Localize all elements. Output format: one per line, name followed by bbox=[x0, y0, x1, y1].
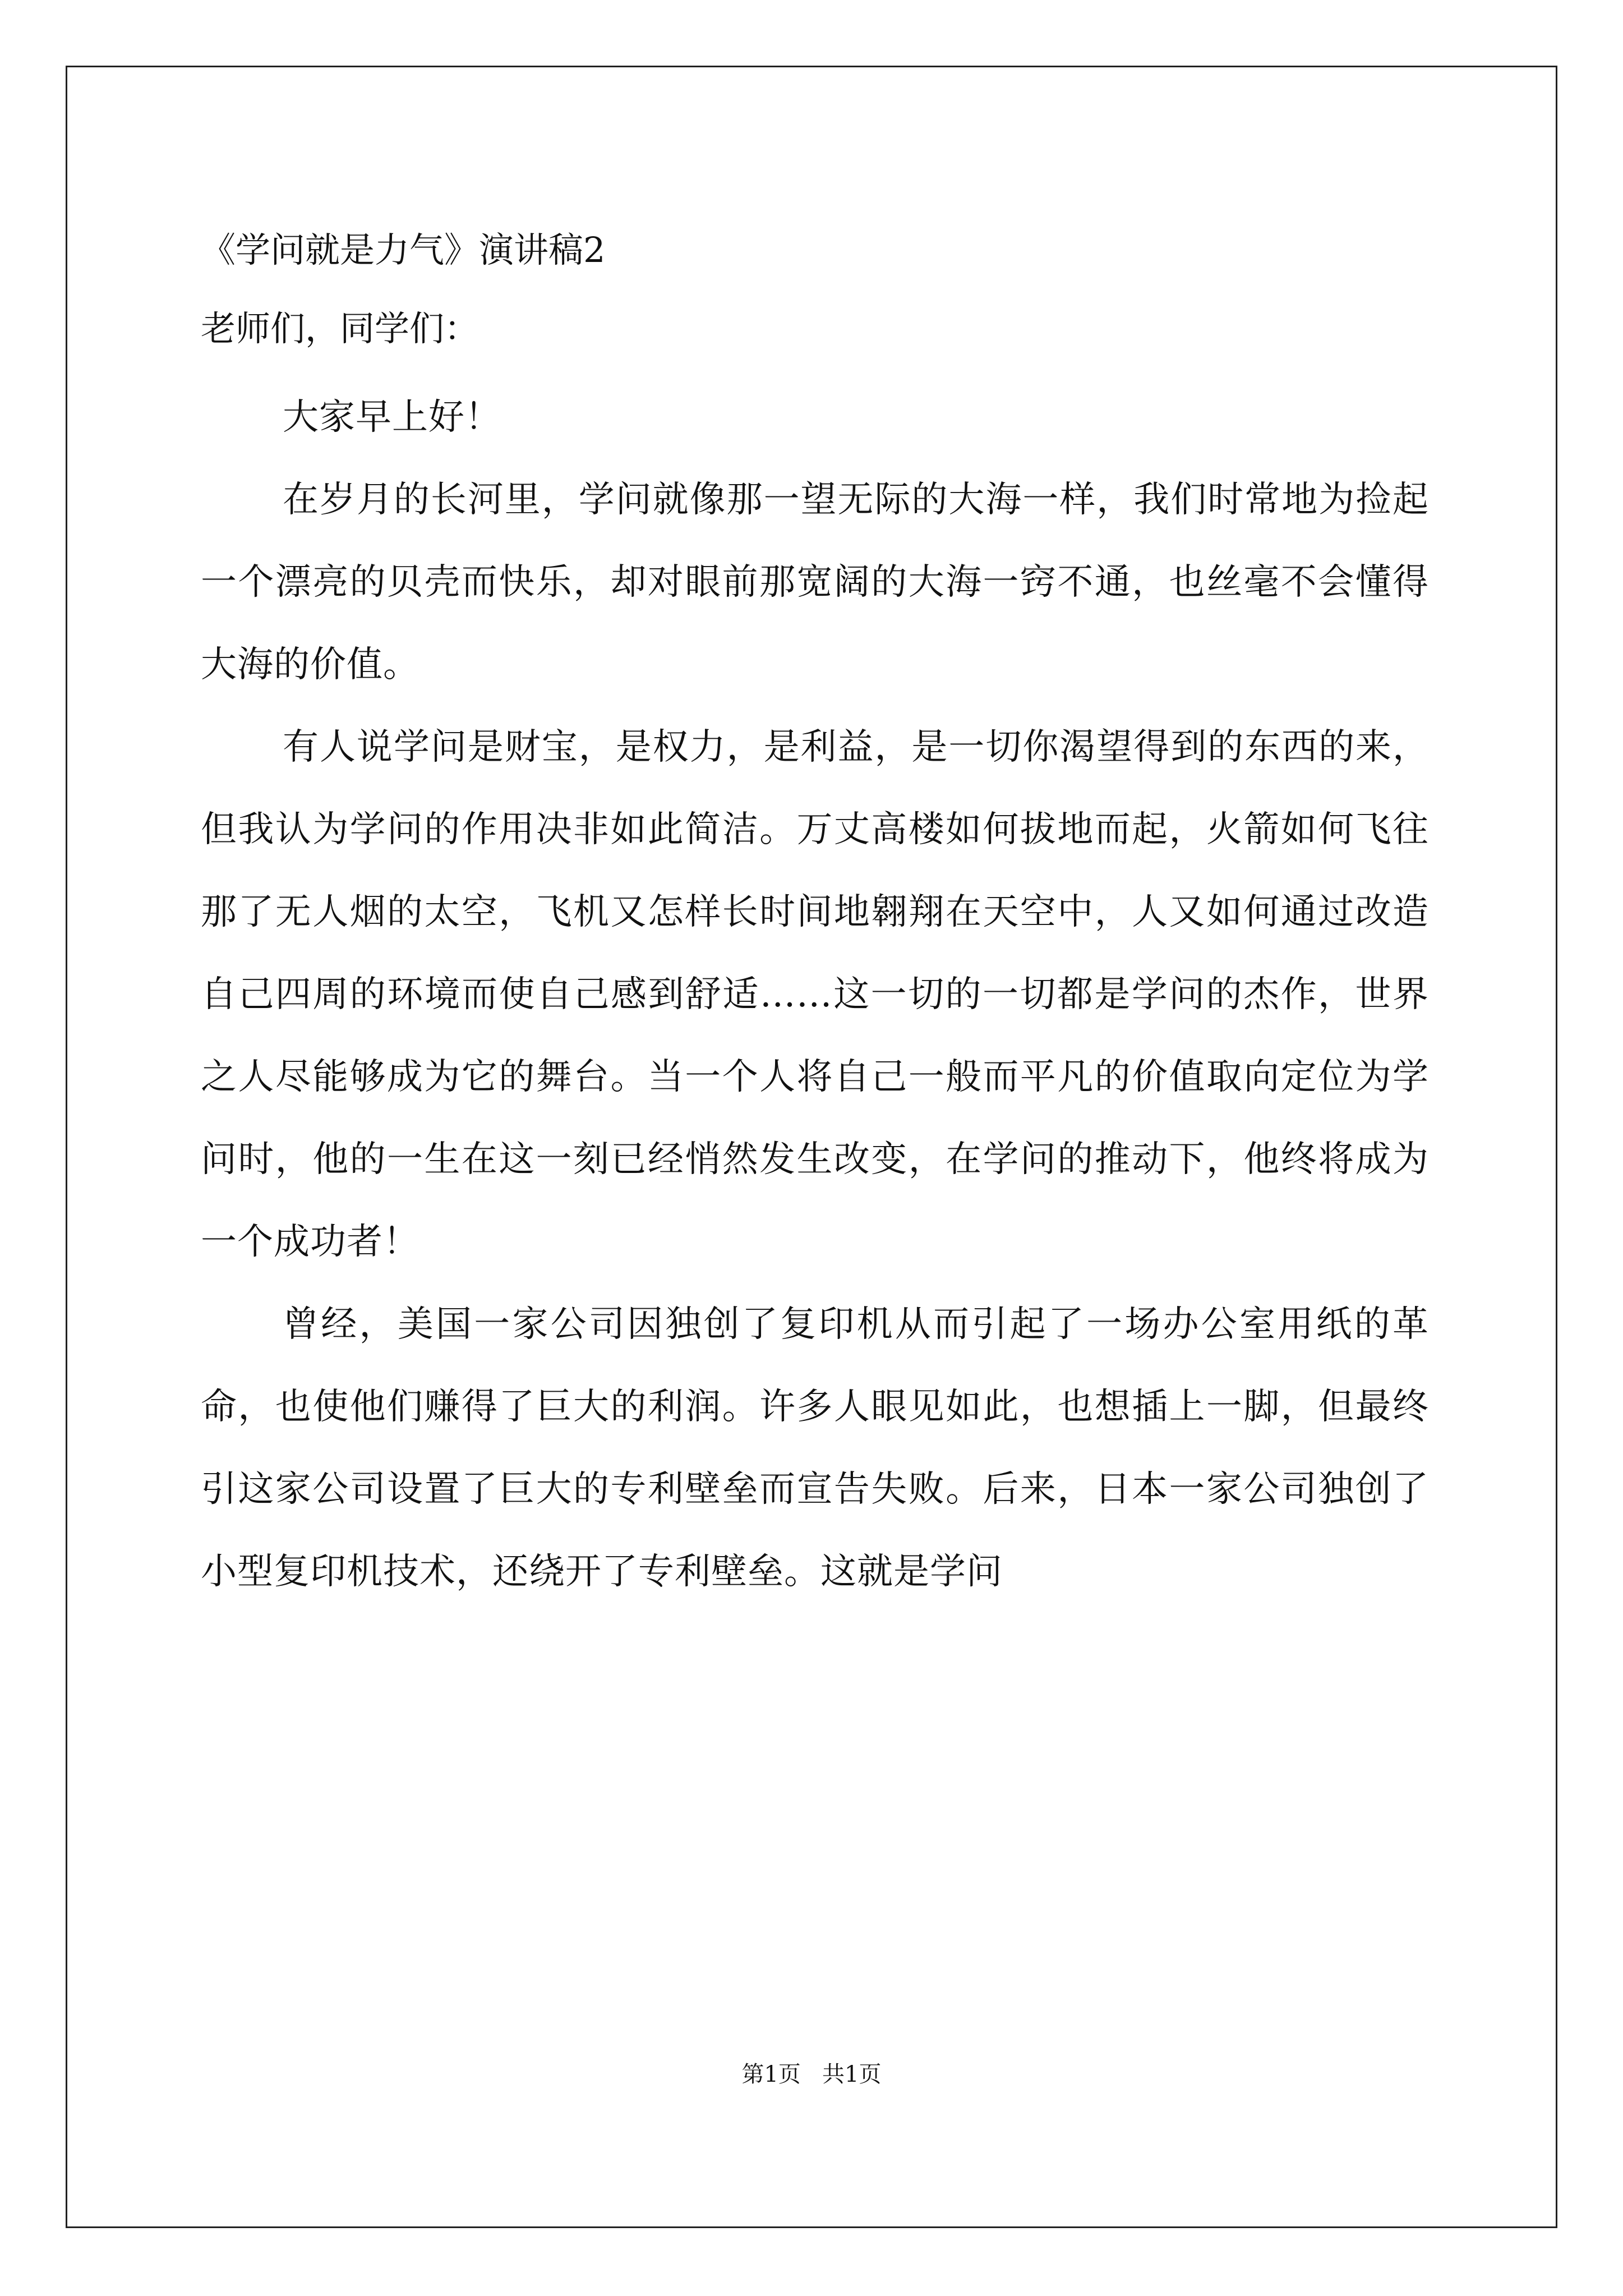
paragraph-knowledge-sea: 在岁月的长河里，学问就像那一望无际的大海一样，我们时常地为捡起一个漂亮的贝壳而快乐，却对眼前那宽阔的大海一窍不通，也丝毫不会懂得大海的价值。 bbox=[201, 479, 1429, 685]
paragraph-greeting: 大家早上好！ bbox=[283, 397, 501, 438]
paragraph-knowledge-power: 有人说学问是财宝，是权力，是利益，是一切你渴望得到的东西的来，但我认为学问的作用决非如此简洁。万丈高楼如何拔地而起，火箭如何飞往那了无人烟的太空，飞机又怎样长时间地翱翔在天空中，人又如何通过改造自己四周的环境而使自己感到舒适……这一切的一切都是学问的杰作，世界之人尽能够成为它的舞台。当一个人将自己一般而平凡的价值取向定位为学问时，他的一生在这一刻已经悄然发生改变，在学问的推动下，他终将成为一个成功者！ bbox=[201, 726, 1429, 1263]
paragraph-copier-story: 曾经，美国一家公司因独创了复印机从而引起了一场办公室用纸的革命，也使他们赚得了巨大的利润。许多人眼见如此，也想插上一脚，但最终引这家公司设置了巨大的专利壁垒而宣告失败。后来，日本一家公司独创了小型复印机技术，还绕开了专利壁垒。这就是学问 bbox=[201, 1304, 1429, 1593]
document-body bbox=[201, 216, 1429, 1613]
salutation: 老师们，同学们： bbox=[201, 308, 479, 349]
page-footer: 第1页 共1页 bbox=[741, 2062, 882, 2087]
document-title: 《学问就是力气》演讲稿2 bbox=[201, 229, 606, 270]
